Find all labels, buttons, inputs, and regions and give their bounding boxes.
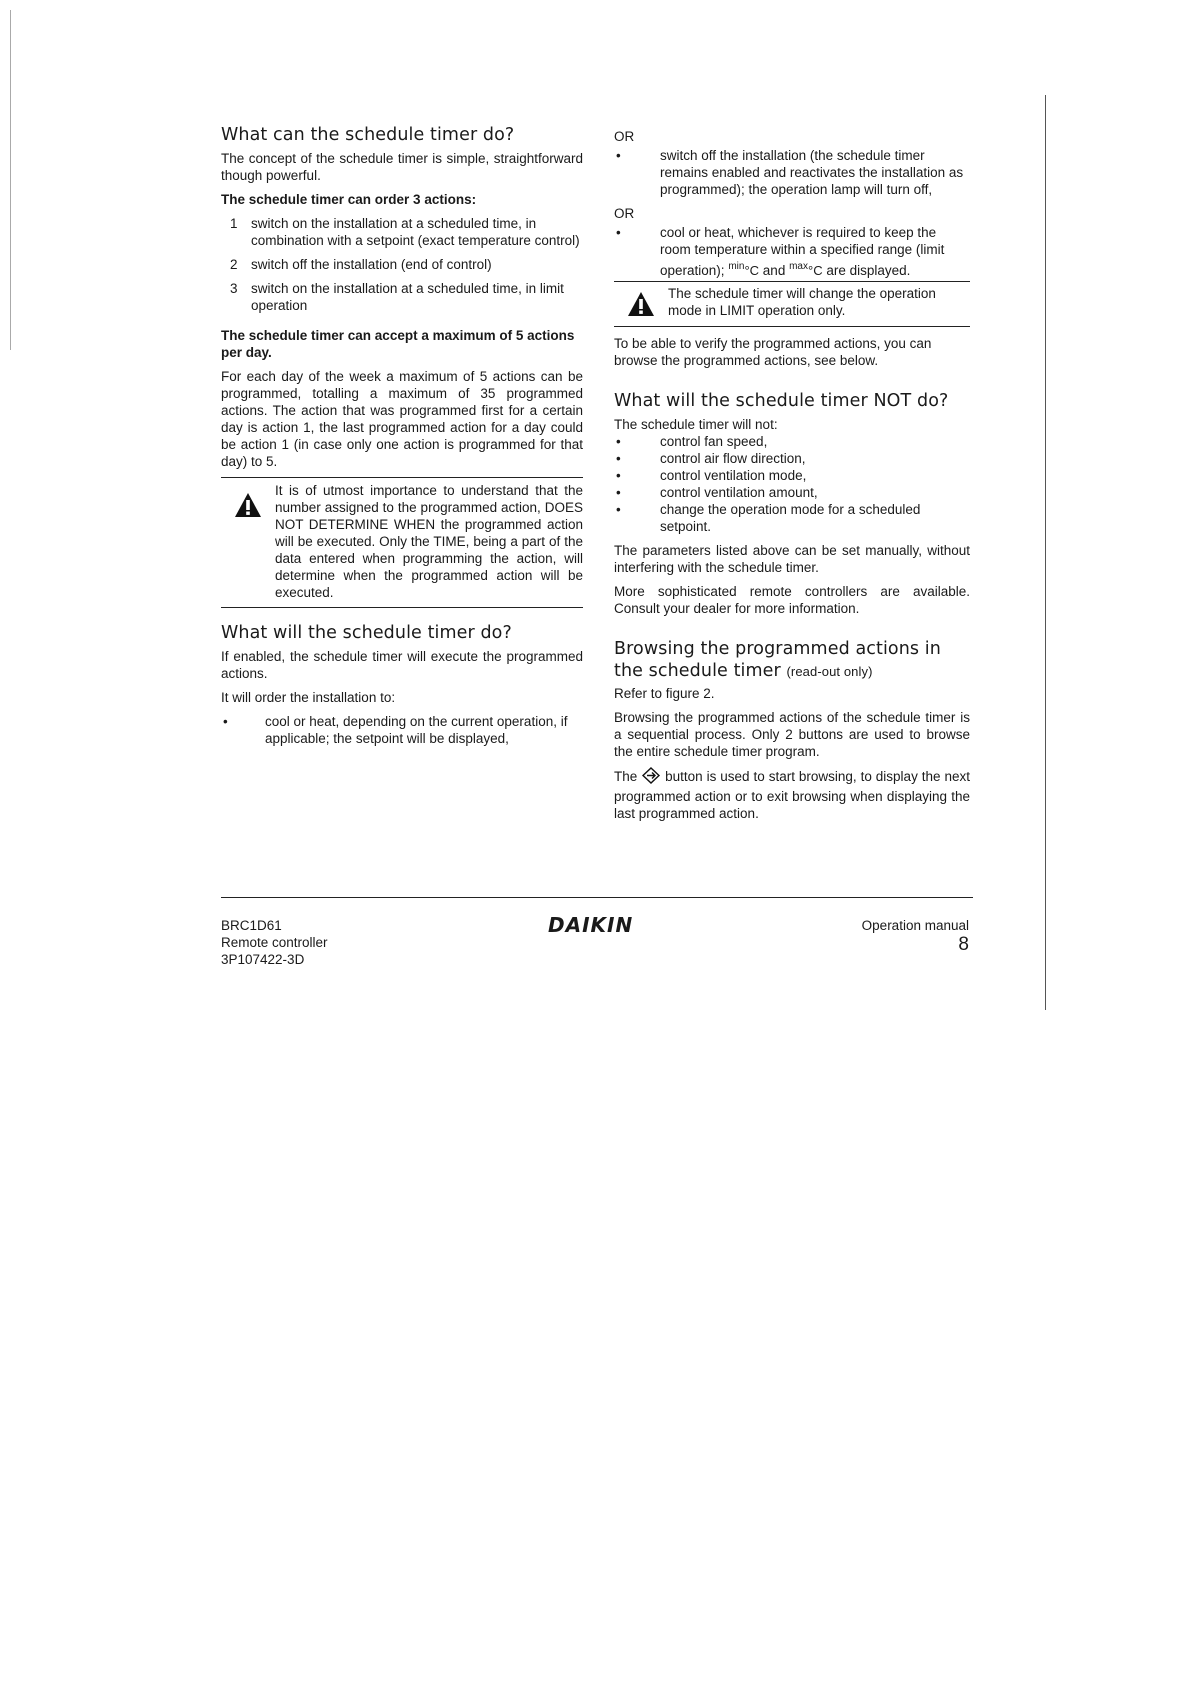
- list-item: 2 switch off the installation (end of control): [230, 257, 492, 272]
- min-symbol: min: [728, 261, 745, 272]
- will-do-list: [221, 713, 583, 747]
- limit-list: [614, 224, 970, 279]
- warning-text: The schedule timer will change the operation mode in LIMIT operation only.: [668, 286, 936, 318]
- or-label: OR: [614, 129, 635, 144]
- right-column: [614, 128, 970, 829]
- list-item: • change the operation mode for a scheduled setpoint.: [616, 502, 921, 534]
- actions-list: [221, 215, 583, 314]
- warning-box: [221, 477, 583, 608]
- actions-detail: For each day of the week a maximum of 5 actions can be programmed, totalling a maximum of 35 programmed actions. The action that was programmed first for a certain day is action 1, the last programmed action for a day could be action 1 (in case only one action is programmed for that day) to 5.: [221, 369, 583, 469]
- section-title-browsing: Browsing the programmed actions in the schedule timer (read-out only): [614, 639, 941, 681]
- browsing-paragraph: Browsing the programmed actions of the schedule timer is a sequential process. Only 2 buttons are used to browse the entire schedule timer program.: [614, 710, 970, 759]
- document-code: 3P107422-3D: [221, 952, 305, 967]
- section-title-what-can: What can the schedule timer do?: [221, 125, 515, 145]
- list-item: • control ventilation mode,: [616, 468, 807, 483]
- scan-edge-line: [1045, 95, 1046, 1010]
- actions-subheading: The schedule timer can order 3 actions:: [221, 192, 477, 207]
- not-do-list: [614, 433, 970, 535]
- daikin-logo: DAIKIN: [548, 913, 634, 937]
- list-item: 3 switch on the installation at a scheduled time, in limit operation: [230, 281, 564, 313]
- section-title-not-do: What will the schedule timer NOT do?: [614, 391, 949, 411]
- list-item: • control fan speed,: [616, 434, 768, 449]
- or-label: OR: [614, 206, 635, 221]
- parameters-paragraph: The parameters listed above can be set manually, without interfering with the schedule timer.: [614, 543, 970, 575]
- scan-margin-line: [10, 10, 11, 350]
- browse-button-icon: [641, 767, 661, 788]
- list-item: 1 switch on the installation at a scheduled time, in combination with a setpoint (exact temperature control): [230, 216, 580, 248]
- intro-paragraph: The concept of the schedule timer is simple, straightforward though powerful.: [221, 151, 583, 183]
- warning-box: [614, 281, 970, 327]
- page-number: 8: [958, 934, 969, 955]
- footer-right: [862, 917, 969, 956]
- warning-text: It is of utmost importance to understand that the number assigned to the programmed action, DOES NOT DETERMINE WHEN the programmed action will be executed. Only the TIME, being a part of the data entered when programming the action, will determine when the programmed action will be executed.: [275, 483, 583, 600]
- warning-triangle-icon: [614, 285, 668, 319]
- footer-left: [221, 917, 328, 968]
- model-number: BRC1D61: [221, 918, 282, 933]
- left-column: [221, 124, 583, 754]
- order-paragraph: It will order the installation to:: [221, 690, 396, 705]
- list-item: • cool or heat, depending on the current operation, if applicable; the setpoint will be displayed,: [223, 714, 568, 746]
- warning-triangle-icon: [221, 482, 275, 601]
- list-item: • control ventilation amount,: [616, 485, 818, 500]
- section-title-what-will: What will the schedule timer do?: [221, 623, 512, 643]
- footer-divider: [221, 897, 973, 898]
- product-name: Remote controller: [221, 935, 328, 950]
- list-item: • control air flow direction,: [616, 451, 806, 466]
- dealer-paragraph: More sophisticated remote controllers are available. Consult your dealer for more information.: [614, 584, 970, 616]
- figure-reference: Refer to figure 2.: [614, 686, 715, 701]
- switch-off-list: [614, 147, 970, 198]
- browse-button-paragraph: The button is used to start browsing, to display the next programmed action or to exit browsing when displaying the last programmed action.: [614, 769, 970, 821]
- list-item: • switch off the installation (the schedule timer remains enabled and reactivates the installation as programmed); the operation lamp will turn off,: [616, 148, 964, 197]
- max-actions-note: The schedule timer can accept a maximum of 5 actions per day.: [221, 328, 575, 360]
- enabled-paragraph: If enabled, the schedule timer will execute the programmed actions.: [221, 649, 583, 681]
- list-item: • cool or heat, whichever is required to keep the room temperature within a specified range (limit operation); $^{min}$°C and $^{max}$°C are displayed.: [616, 225, 945, 278]
- not-intro: The schedule timer will not:: [614, 417, 778, 432]
- document-type: Operation manual: [861, 918, 969, 933]
- max-symbol: max: [789, 261, 808, 272]
- verify-paragraph: To be able to verify the programmed actions, you can browse the programmed actions, see below.: [614, 336, 932, 368]
